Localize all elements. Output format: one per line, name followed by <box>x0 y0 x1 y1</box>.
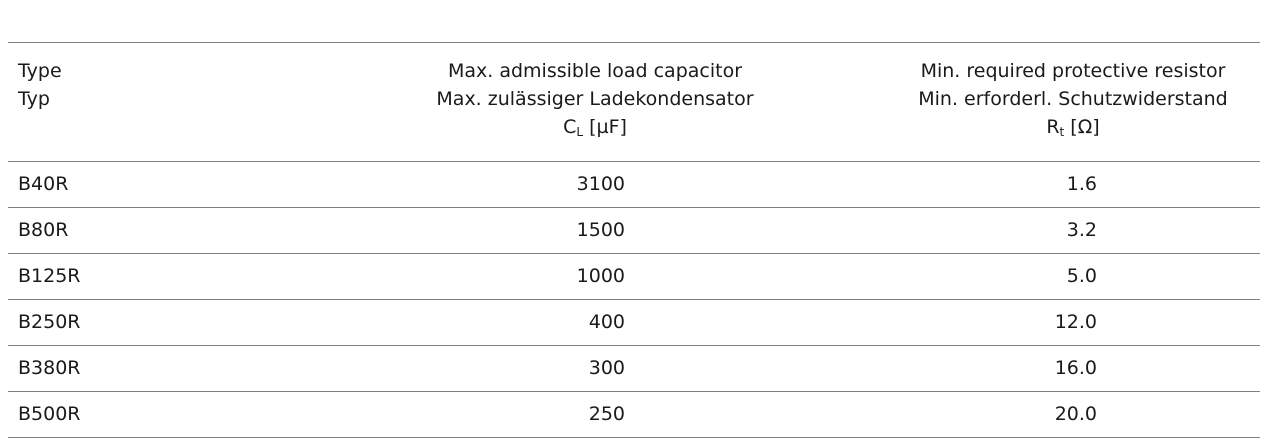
cell-resistor <box>778 346 1280 391</box>
header-resistor-de: Min. erforderl. Schutzwiderstand <box>918 88 1228 110</box>
header-type-de: Typ <box>18 88 50 110</box>
cell-resistor <box>778 392 1280 437</box>
cell-resistor <box>778 254 1280 299</box>
resistor-value: 16.0 <box>1054 357 1097 379</box>
header-capacitor-de: Max. zulässiger Ladekondensator <box>436 88 754 110</box>
capacitor-value: 1000 <box>576 265 625 287</box>
table-header <box>8 43 1260 161</box>
header-resistor-en: Min. required protective resistor <box>920 60 1226 82</box>
resistor-value: 12.0 <box>1054 311 1097 333</box>
resistor-value: 20.0 <box>1054 403 1097 425</box>
header-resistor-symbol <box>778 113 1280 146</box>
resistor-unit: [Ω] <box>1070 116 1100 138</box>
resistor-value: 3.2 <box>1066 219 1097 241</box>
header-type-en: Type <box>18 60 62 82</box>
data-table <box>8 42 1260 438</box>
cell-resistor <box>778 300 1280 345</box>
table-row <box>8 162 1260 207</box>
table-row <box>8 392 1260 437</box>
table-row <box>8 300 1260 345</box>
resistor-symbol-main: R <box>1046 116 1060 138</box>
capacitor-value: 3100 <box>576 173 625 195</box>
header-capacitor-en: Max. admissible load capacitor <box>447 60 743 82</box>
cell-type: B380R <box>18 357 81 379</box>
cell-type: B250R <box>18 311 81 333</box>
cell-resistor <box>778 162 1280 207</box>
header-type <box>18 57 318 113</box>
capacitor-value: 400 <box>588 311 625 333</box>
capacitor-symbol-sub: L <box>576 125 584 139</box>
capacitor-value: 300 <box>588 357 625 379</box>
cell-type: B40R <box>18 173 69 195</box>
cell-type: B125R <box>18 265 81 287</box>
capacitor-symbol-main: C <box>563 116 577 138</box>
table-row <box>8 208 1260 253</box>
cell-resistor <box>778 208 1280 253</box>
resistor-symbol-sub: t <box>1059 125 1065 139</box>
capacitor-value: 1500 <box>576 219 625 241</box>
capacitor-unit: [µF] <box>589 116 627 138</box>
header-resistor <box>778 57 1280 146</box>
resistor-value: 5.0 <box>1066 265 1097 287</box>
cell-type: B500R <box>18 403 81 425</box>
capacitor-value: 250 <box>588 403 625 425</box>
table-row <box>8 254 1260 299</box>
table-row <box>8 346 1260 391</box>
bottom-rule <box>8 437 1260 438</box>
cell-type: B80R <box>18 219 69 241</box>
resistor-value: 1.6 <box>1066 173 1097 195</box>
